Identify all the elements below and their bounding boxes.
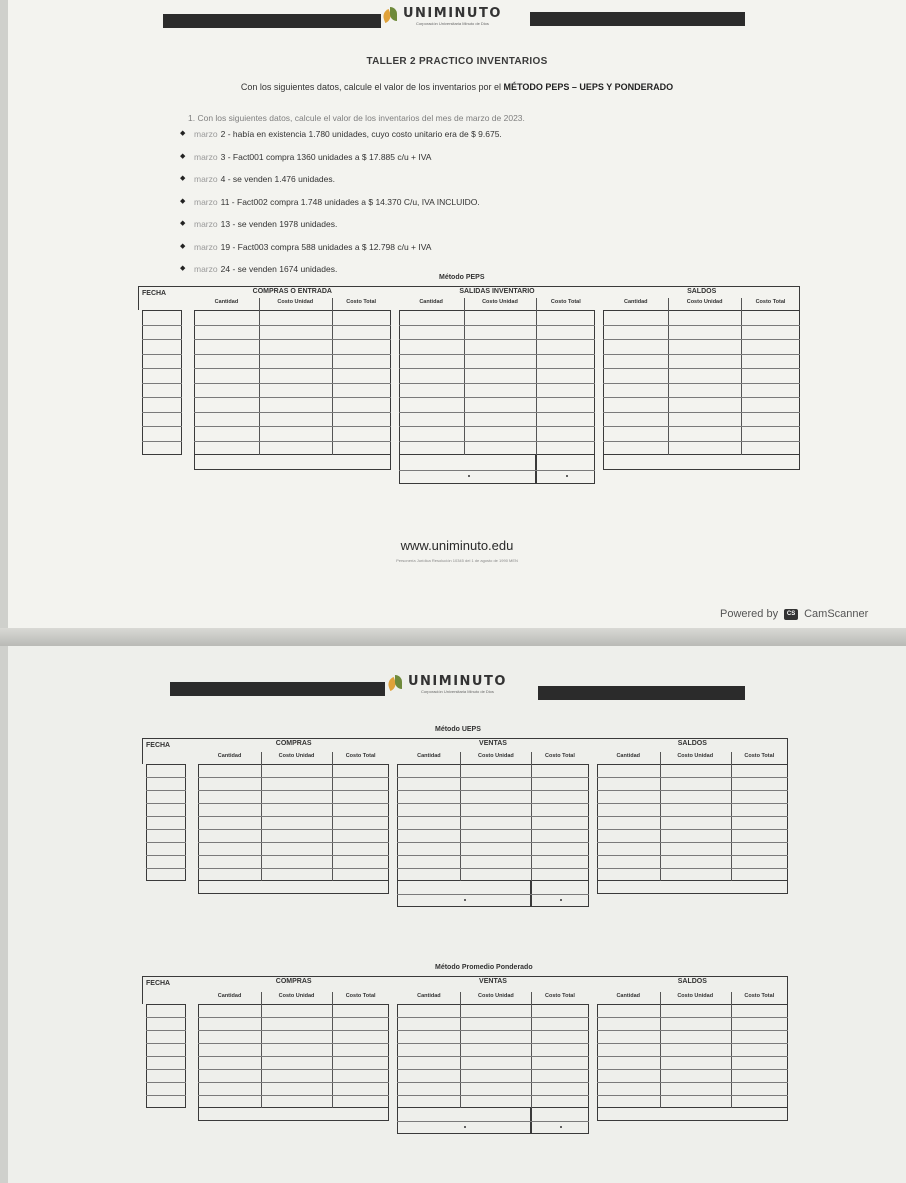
table-row (397, 1095, 588, 1096)
table-row (397, 1121, 588, 1122)
worksheet-page-1 (8, 0, 906, 628)
column-divider (741, 298, 742, 455)
uniminuto-logo (388, 674, 507, 694)
table-row (142, 397, 182, 398)
table-row (146, 803, 186, 804)
table-row (142, 339, 182, 340)
table-row (146, 790, 186, 791)
uniminuto-leaf-icon (383, 6, 399, 24)
table-row (597, 855, 788, 856)
table-row (397, 1017, 588, 1018)
table-row (399, 339, 596, 340)
column-header: Costo Total (345, 753, 376, 759)
column-header: Costo Unidad (482, 299, 518, 305)
group-body-2 (397, 764, 588, 881)
table-row (194, 368, 391, 369)
table-row (603, 397, 800, 398)
group-header-2: VENTAS (479, 978, 507, 985)
page-divider (0, 628, 906, 646)
table-row (597, 777, 788, 778)
column-header: Costo Unidad (278, 993, 315, 999)
table-row (397, 855, 588, 856)
header-bar-left (170, 682, 385, 696)
column-header: Costo Total (744, 993, 775, 999)
table-row (397, 1056, 588, 1057)
logo-name: UNIMINUTO (403, 6, 502, 21)
table-row (603, 339, 800, 340)
table-row (597, 1069, 788, 1070)
group-header-1: COMPRAS (275, 740, 312, 747)
fecha-column (146, 764, 186, 881)
list-item: ◆ marzo 11 - Fact002 compra 1.748 unidades a $ 14.370 C/u, IVA INCLUIDO. (180, 196, 480, 207)
table-row (146, 1056, 186, 1057)
table-row (198, 1082, 389, 1083)
table-row (142, 325, 182, 326)
group-header-1: COMPRAS O ENTRADA (252, 288, 332, 295)
table-row (397, 868, 588, 869)
table-row (198, 1043, 389, 1044)
column-divider (668, 298, 669, 455)
fecha-header: FECHA (146, 980, 171, 987)
table-row (194, 426, 391, 427)
column-header: Costo Total (545, 993, 575, 999)
table-row (399, 412, 596, 413)
table-row (198, 842, 389, 843)
table-row (597, 1056, 788, 1057)
table-row (194, 325, 391, 326)
table-row (597, 842, 788, 843)
group-header-2: VENTAS (479, 740, 507, 747)
column-divider (259, 298, 260, 455)
total-cell (603, 455, 800, 470)
column-header: Costo Unidad (677, 753, 714, 759)
method-title: Método PEPS (439, 274, 485, 281)
list-item: ◆ marzo 19 - Fact003 compra 588 unidades a $ 12.798 c/u + IVA (180, 241, 432, 252)
uniminuto-logo (383, 6, 502, 26)
list-item: ◆ marzo 13 - se venden 1978 unidades. (180, 219, 338, 229)
column-header: Cantidad (616, 753, 640, 759)
table-row (597, 1095, 788, 1096)
table-row (397, 803, 588, 804)
table-row (603, 426, 800, 427)
header-bar-left (163, 14, 381, 28)
table-row (597, 816, 788, 817)
column-divider (660, 992, 661, 1108)
table-row (142, 354, 182, 355)
table-row (603, 383, 800, 384)
column-header: Cantidad (217, 993, 242, 999)
method-title: Método Promedio Ponderado (435, 964, 533, 971)
table-row (146, 1082, 186, 1083)
table-row (397, 1030, 588, 1031)
table-row (146, 777, 186, 778)
table-row (198, 1095, 389, 1096)
group-header-3: SALDOS (687, 288, 717, 295)
column-header: Costo Unidad (477, 753, 514, 759)
table-row (597, 1043, 788, 1044)
table-row (399, 368, 596, 369)
column-header: Cantidad (419, 299, 443, 305)
column-header: Costo Total (545, 753, 575, 759)
method-title: Método UEPS (435, 726, 481, 733)
table-row (399, 325, 596, 326)
column-header: Costo Total (345, 993, 376, 999)
table-row (399, 470, 596, 471)
table-row (198, 803, 389, 804)
group-header-3: SALDOS (677, 740, 707, 747)
instruction-item: 1. Con los siguientes datos, calcule el valor de los inventarios del mes de marzo de 2023. (188, 113, 525, 123)
table-row (597, 790, 788, 791)
list-item: ◆ marzo 2 - había en existencia 1.780 unidades, cuyo costo unitario era de $ 9.675. (180, 129, 502, 139)
total-cell (198, 881, 389, 894)
table-row (397, 894, 588, 895)
table-row (198, 777, 389, 778)
table-row (142, 412, 182, 413)
table-row (397, 790, 588, 791)
table-row (397, 842, 588, 843)
group-header-1: COMPRAS (275, 978, 312, 985)
header-bar-right (538, 686, 745, 700)
column-header: Costo Unidad (686, 299, 723, 305)
column-divider (261, 992, 262, 1108)
table-row (198, 1030, 389, 1031)
table-row (597, 868, 788, 869)
group-body-1 (198, 764, 389, 881)
table-row (603, 368, 800, 369)
table-row (603, 441, 800, 442)
table-row (146, 1095, 186, 1096)
table-row (397, 1082, 588, 1083)
column-header: Cantidad (417, 993, 441, 999)
column-header: Costo Total (744, 753, 775, 759)
list-item: ◆ marzo 4 - se venden 1.476 unidades. (180, 174, 335, 184)
table-row (399, 426, 596, 427)
table-row (146, 1017, 186, 1018)
column-divider (332, 298, 333, 455)
table-row (194, 354, 391, 355)
column-header: Costo Unidad (677, 993, 714, 999)
table-row (399, 383, 596, 384)
group-header-2: SALIDAS INVENTARIO (459, 288, 535, 295)
total-cell (198, 1108, 389, 1121)
legal-note: Personería Jurídica Resolución 10345 del 1 de agosto de 1990 MEN (396, 558, 518, 563)
table-row (142, 368, 182, 369)
column-header: Cantidad (417, 753, 441, 759)
table-row (397, 777, 588, 778)
website-url: www.uniminuto.edu (400, 538, 514, 553)
transaction-list (180, 128, 502, 286)
table-row (597, 1017, 788, 1018)
column-header: Cantidad (624, 299, 648, 305)
table-row (146, 829, 186, 830)
table-row (397, 1069, 588, 1070)
table-row (397, 1043, 588, 1044)
table-row (142, 426, 182, 427)
table-row (194, 441, 391, 442)
scanner-watermark: Powered by CS CamScanner (720, 608, 869, 620)
table-row (198, 829, 389, 830)
list-item: ◆ marzo 24 - se venden 1674 unidades. (180, 264, 338, 274)
table-row (597, 803, 788, 804)
table-row (146, 1030, 186, 1031)
column-divider (731, 992, 732, 1108)
fecha-header: FECHA (146, 742, 171, 749)
header-bar-right (530, 12, 745, 26)
column-divider (464, 298, 465, 455)
camscanner-icon: CS (784, 609, 798, 620)
table-row (198, 868, 389, 869)
table-row (597, 829, 788, 830)
table-row (194, 383, 391, 384)
table-row (603, 354, 800, 355)
column-header: Costo Unidad (477, 993, 514, 999)
table-row (603, 412, 800, 413)
table-row (198, 855, 389, 856)
table-row (142, 441, 182, 442)
column-header: Costo Total (755, 299, 786, 305)
uniminuto-leaf-icon (388, 674, 404, 692)
table-row (198, 1069, 389, 1070)
total-cell (597, 1108, 788, 1121)
group-body-3 (597, 764, 788, 881)
column-header: Cantidad (214, 299, 239, 305)
logo-subtitle: Corporación Universitaria Minuto de Dios (420, 689, 494, 694)
fecha-header: FECHA (142, 290, 167, 297)
table-row (146, 816, 186, 817)
table-row (597, 1082, 788, 1083)
table-row (399, 354, 596, 355)
table-row (146, 855, 186, 856)
table-row (146, 868, 186, 869)
column-header: Cantidad (217, 753, 242, 759)
column-header: Costo Unidad (278, 753, 315, 759)
column-header: Costo Total (550, 299, 581, 305)
intro-text (8, 82, 906, 92)
total-cell (194, 455, 391, 470)
logo-subtitle: Corporación Universitaria Minuto de Dios (415, 21, 489, 26)
table-row (397, 816, 588, 817)
column-divider (460, 992, 461, 1108)
table-row (194, 339, 391, 340)
table-row (198, 816, 389, 817)
page-title: TALLER 2 PRACTICO INVENTARIOS (366, 56, 548, 67)
table-row (198, 1056, 389, 1057)
table-row (399, 397, 596, 398)
table-row (399, 441, 596, 442)
table-row (198, 1017, 389, 1018)
column-header: Costo Total (346, 299, 377, 305)
group-header-3: SALDOS (677, 978, 707, 985)
list-item: ◆ marzo 3 - Fact001 compra 1360 unidades a $ 17.885 c/u + IVA (180, 151, 432, 162)
intro-method: MÉTODO PEPS – UEPS Y PONDERADO (503, 82, 674, 92)
table-row (597, 1030, 788, 1031)
logo-name: UNIMINUTO (408, 674, 507, 689)
table-row (603, 325, 800, 326)
table-row (146, 842, 186, 843)
table-row (194, 412, 391, 413)
worksheet-page-2 (8, 646, 906, 1183)
column-header: Cantidad (616, 993, 640, 999)
total-cell (597, 881, 788, 894)
table-row (146, 1069, 186, 1070)
table-row (142, 383, 182, 384)
column-divider (332, 992, 333, 1108)
column-header: Costo Unidad (277, 299, 314, 305)
table-row (194, 397, 391, 398)
table-row (397, 829, 588, 830)
table-row (198, 790, 389, 791)
table-row (146, 1043, 186, 1044)
intro-lead: Con los siguientes datos, calcule el valor de los inventarios por el (240, 82, 504, 92)
